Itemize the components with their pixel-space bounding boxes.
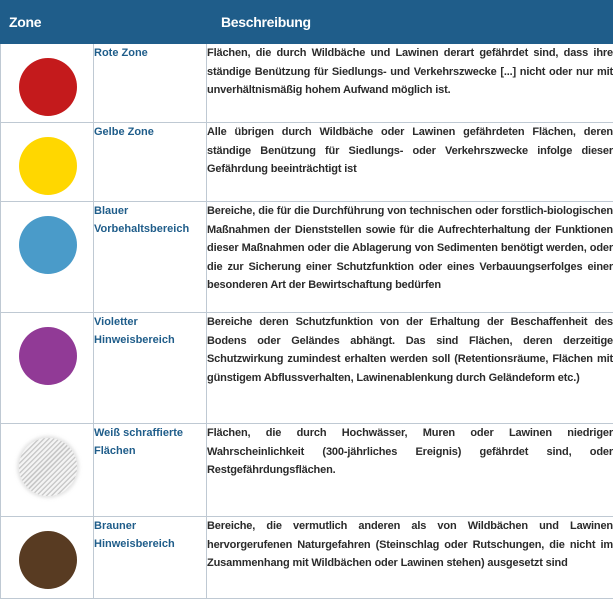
header-zone: Zone xyxy=(1,1,207,44)
table-row xyxy=(1,44,613,123)
zone-description: Flächen, die durch Wildbäche und Lawinen derart gefährdet sind, dass ihre ständige Benützung für Siedlungs- und Verkehrszwecke [...] nicht oder nur mit unverhältnismäßig hohem Aufwand möglich ist. xyxy=(207,44,613,123)
yellow-zone-swatch xyxy=(19,137,77,195)
zone-description: Flächen, die durch Hochwässer, Muren oder Lawinen niedriger Wahrscheinlichkeit (300-jährliches Ereignis) gefährdet sind, oder Restgefährdungsflächen. xyxy=(207,424,613,517)
zone-name: Blauer Vorbehaltsbereich xyxy=(94,202,207,313)
zone-description: Alle übrigen durch Wildbäche oder Lawinen gefährdeten Flächen, deren ständige Benützung für Siedlungs- oder Verkehrszwecke infolge dieser Gefährdung beeinträchtigt ist xyxy=(207,123,613,202)
table-row xyxy=(1,123,613,202)
brown-zone-swatch xyxy=(19,531,77,589)
swatch-cell xyxy=(1,44,94,123)
violet-zone-swatch xyxy=(19,327,77,385)
blue-zone-swatch xyxy=(19,216,77,274)
swatch-cell xyxy=(1,517,94,599)
table-row xyxy=(1,202,613,313)
table-row xyxy=(1,517,613,599)
zone-description: Bereiche, die für die Durchführung von technischen oder forstlich-biologischen Maßnahmen der Dienststellen sowie für die Aufrechterhaltung der Funktionen dieser Maßnahmen oder die Ablagerung von Sedimenten benötigt werden, oder die zur Sicherung einer Schutzfunktion oder eines Verbauungserfolges einer besonderen Art der Bewirtschaftung bedürfen xyxy=(207,202,613,313)
table-row xyxy=(1,424,613,517)
table-row xyxy=(1,313,613,424)
zone-name: Brauner Hinweisbereich xyxy=(94,517,207,599)
white-hatched-swatch xyxy=(19,438,77,496)
zone-name: Rote Zone xyxy=(94,44,207,123)
swatch-cell xyxy=(1,424,94,517)
table-header xyxy=(1,1,613,44)
zone-name: Violetter Hinweisbereich xyxy=(94,313,207,424)
zone-name: Gelbe Zone xyxy=(94,123,207,202)
zone-description: Bereiche deren Schutzfunktion von der Erhaltung der Beschaffenheit des Bodens oder Geländes abhängt. Das sind Flächen, deren derzeitige Schutzwirkung zumindest erhalten werden soll (Retentionsräume, Flächen mit günstigem Abflussverhalten, Lawinenablenkung durch Geländeform etc.) xyxy=(207,313,613,424)
red-zone-swatch xyxy=(19,58,77,116)
swatch-cell xyxy=(1,202,94,313)
swatch-cell xyxy=(1,313,94,424)
zone-description: Bereiche, die vermutlich anderen als von Wildbächen und Lawinen hervorgerufenen Naturgefahren (Steinschlag oder Rutschungen, die nicht im Zusammenhang mit Wildbächen oder Lawinen stehen) ausgesetzt sind xyxy=(207,517,613,599)
header-description: Beschreibung xyxy=(207,1,613,44)
swatch-cell xyxy=(1,123,94,202)
zone-name: Weiß schraffierte Flächen xyxy=(94,424,207,517)
